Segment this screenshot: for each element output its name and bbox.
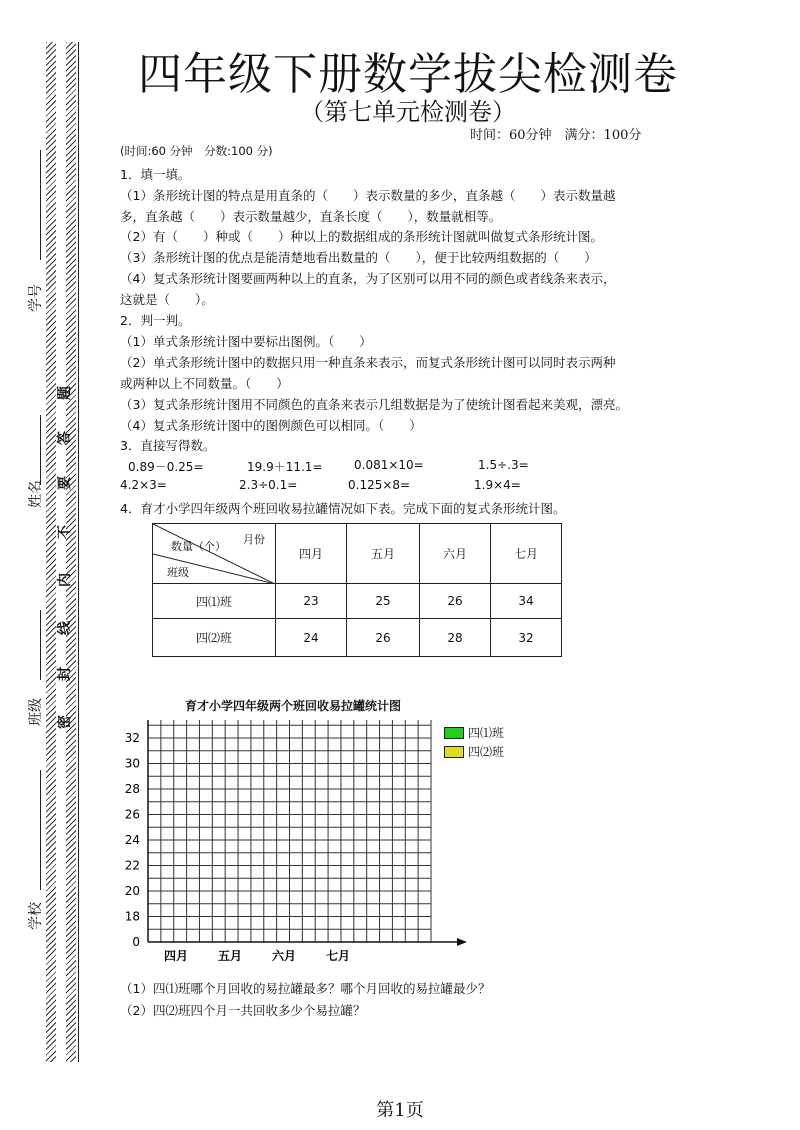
- name-label: 姓名: [28, 480, 44, 508]
- student-id-line: [40, 150, 41, 260]
- corner-class: 班级: [167, 566, 189, 579]
- table-corner-cell: [153, 524, 276, 584]
- month-header: 六月: [420, 524, 491, 584]
- binding-hatch-right: [66, 42, 76, 1062]
- name-line: [40, 415, 41, 485]
- y-tick-label: 22: [124, 858, 140, 873]
- month-header: 四月: [276, 524, 347, 584]
- table-cell: 24: [276, 619, 347, 657]
- school-label: 学校: [28, 902, 44, 930]
- calc-item: 0.89－0.25=: [128, 460, 204, 474]
- s1-line: （2）有（ ）种或（ ）种以上的数据组成的条形统计图就叫做复式条形统计图。: [120, 229, 603, 244]
- s1-line: （4）复式条形统计图要画两种以上的直条，为了区别可以用不同的颜色或者线条来表示，: [120, 271, 616, 286]
- binding-line: [78, 42, 79, 1062]
- month-header: 七月: [491, 524, 562, 584]
- x-category-label: 四月: [163, 949, 189, 963]
- page-subtitle: （第七单元检测卷）: [300, 98, 516, 126]
- x-category-label: 六月: [271, 949, 297, 963]
- s1-line: 多，直条越（ ）表示数量越少，直条长度（ ），数量就相等。: [120, 209, 502, 224]
- y-tick-label: 26: [124, 807, 140, 822]
- seal-char: 要: [57, 476, 73, 490]
- x-category-label: 五月: [217, 949, 243, 963]
- table-cell: 26: [420, 584, 491, 619]
- s2-line: （4）复式条形统计图中的图例颜色可以相同。（ ）: [120, 418, 422, 433]
- section2-heading: 2．判一判。: [120, 313, 191, 328]
- y-tick-label: 32: [124, 731, 140, 745]
- y-tick-label: 28: [124, 782, 140, 796]
- x-axis-arrow: [457, 938, 467, 946]
- time-info: 时间：60分钟 满分：100分: [470, 128, 642, 143]
- section1-heading: 1．填一填。: [120, 167, 191, 182]
- s2-line: （3）复式条形统计图用不同颜色的直条来表示几组数据是为了使统计图看起来美观，漂亮。: [120, 397, 628, 412]
- row-label: 四⑵班: [153, 619, 276, 657]
- calc-item: 0.125×8=: [348, 478, 411, 492]
- bar-chart-grid: [110, 720, 480, 975]
- table-cell: 28: [420, 619, 491, 657]
- legend-label-class1: 四⑴班: [468, 726, 505, 740]
- class-line: [40, 610, 41, 680]
- page-title: 四年级下册数学拔尖检测卷: [138, 49, 678, 100]
- class-label: 班级: [28, 698, 44, 726]
- legend-label-class2: 四⑵班: [468, 745, 505, 759]
- recycling-table: [152, 523, 562, 657]
- row-label: 四⑴班: [153, 584, 276, 619]
- seal-char: 封: [57, 667, 73, 681]
- s1-line: （3）条形统计图的优点是能清楚地看出数量的（ ），便于比较两组数据的（ ）: [120, 250, 597, 265]
- calc-item: 19.9＋11.1=: [247, 460, 323, 474]
- y-tick-label: 18: [124, 909, 140, 924]
- s2-line: 或两种以上不同数量。（ ）: [120, 376, 289, 391]
- s2-line: （2）单式条形统计图中的数据只用一种直条来表示，而复式条形统计图可以同时表示两种: [120, 355, 616, 370]
- s1-line: （1）条形统计图的特点是用直条的（ ）表示数量的多少，直条越（ ）表示数量越: [120, 188, 616, 203]
- binding-hatch-left: [46, 42, 56, 1062]
- seal-char: 密: [57, 715, 73, 729]
- table-cell: 23: [276, 584, 347, 619]
- y-tick-label: 0: [132, 935, 140, 949]
- s1-line: 这就是（ ）。: [120, 292, 214, 307]
- table-cell: 32: [491, 619, 562, 657]
- month-header: 五月: [347, 524, 420, 584]
- x-category-label: 七月: [325, 949, 351, 963]
- seal-char: 线: [57, 621, 73, 635]
- y-tick-label: 24: [124, 833, 140, 847]
- section4-heading: 4．育才小学四年级两个班回收易拉罐情况如下表。完成下面的复式条形统计图。: [120, 501, 566, 516]
- question-1: （1）四⑴班哪个月回收的易拉罐最多？哪个月回收的易拉罐最少？: [120, 981, 491, 996]
- corner-month: 月份: [243, 533, 265, 546]
- seal-char: 答: [57, 431, 73, 445]
- s2-line: （1）单式条形统计图中要标出图例。（ ）: [120, 334, 372, 349]
- calc-item: 1.5÷.3=: [478, 458, 529, 472]
- seal-char: 题: [57, 386, 73, 400]
- section3-heading: 3．直接写得数。: [120, 438, 216, 453]
- y-tick-label: 30: [124, 756, 140, 771]
- calc-item: 0.081×10=: [354, 458, 424, 472]
- seal-char: 不: [57, 525, 73, 539]
- calc-item: 2.3÷0.1=: [239, 478, 298, 492]
- table-cell: 25: [347, 584, 420, 619]
- question-2: （2）四⑵班四个月一共回收多少个易拉罐？: [120, 1003, 366, 1018]
- calc-item: 4.2×3=: [120, 478, 167, 492]
- y-tick-label: 20: [124, 884, 140, 898]
- time-small: (时间:60 分钟 分数:100 分): [120, 144, 273, 158]
- school-line: [40, 770, 41, 890]
- page-number: 第1页: [376, 1100, 424, 1121]
- table-cell: 34: [491, 584, 562, 619]
- calc-item: 1.9×4=: [474, 478, 521, 492]
- chart-title: 育才小学四年级两个班回收易拉罐统计图: [185, 699, 402, 713]
- student-id-label: 学号: [28, 284, 44, 312]
- table-cell: 26: [347, 619, 420, 657]
- seal-char: 内: [57, 573, 73, 587]
- corner-qty: 数量（个）: [171, 540, 226, 553]
